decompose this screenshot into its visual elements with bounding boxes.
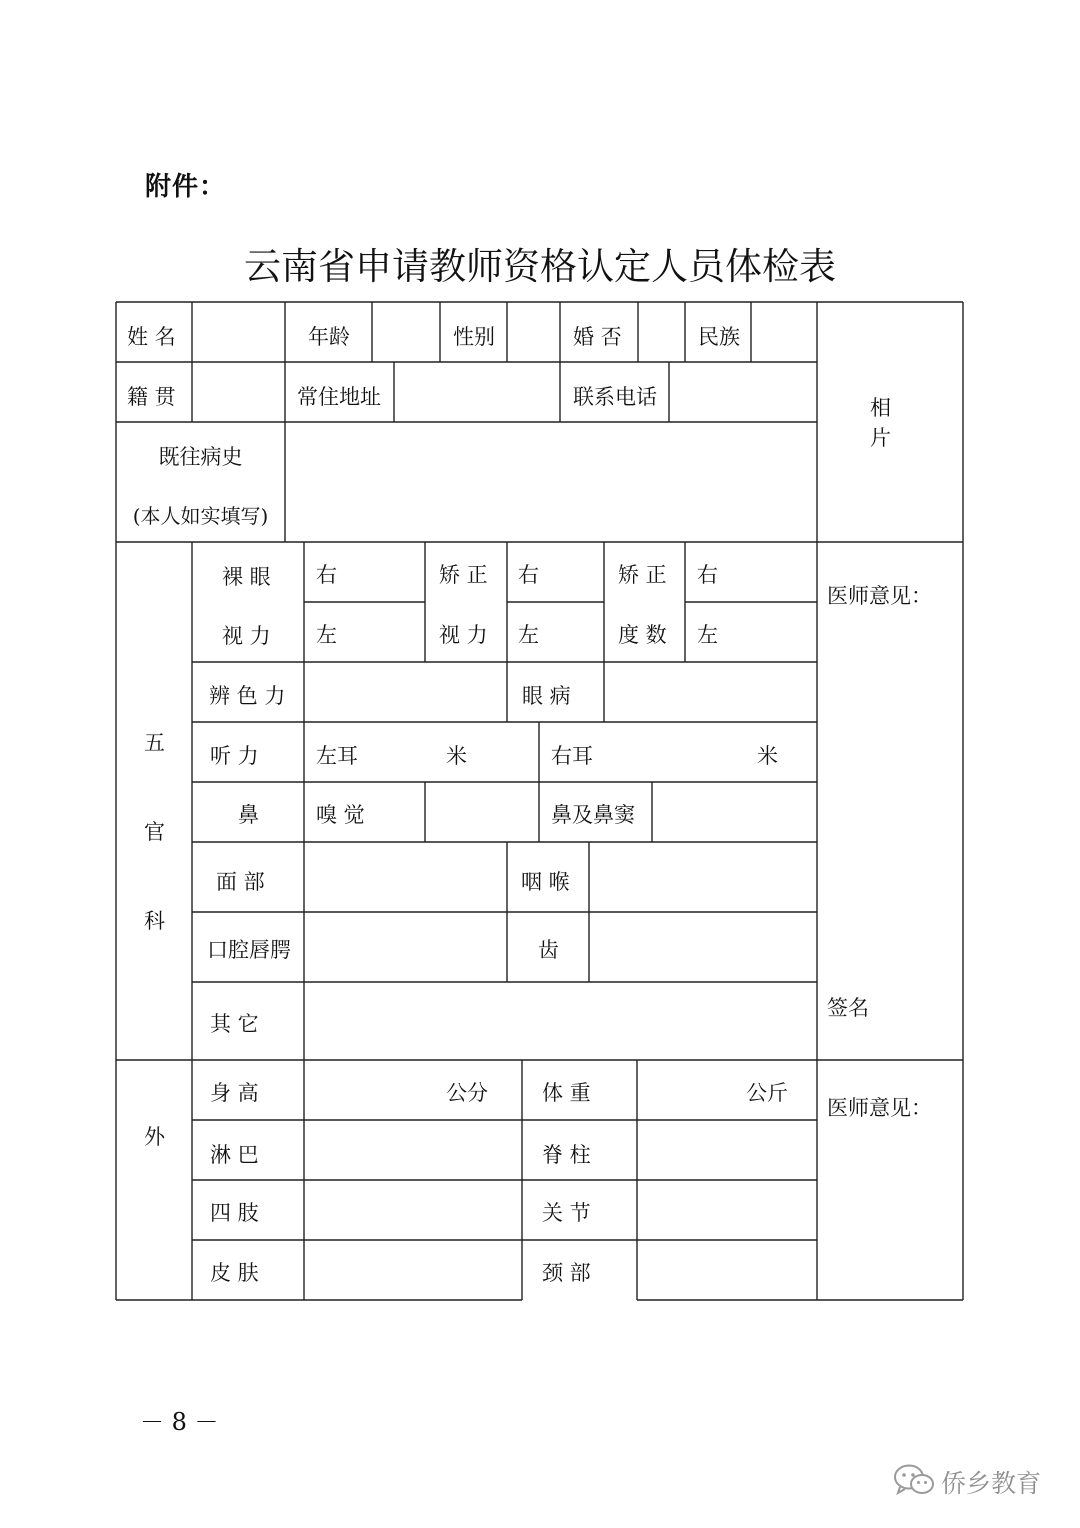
label-smell: 嗅 觉 <box>316 803 365 827</box>
label-name: 姓 名 <box>127 325 176 349</box>
label-limbs: 四 肢 <box>210 1201 259 1225</box>
section-facial-3: 科 <box>144 909 165 933</box>
label-ethnicity: 民族 <box>698 325 740 349</box>
label-signature: 签名 <box>827 996 869 1020</box>
label-address: 常住地址 <box>297 385 381 409</box>
label-nose-sinus: 鼻及鼻窦 <box>551 803 635 827</box>
label-throat: 咽 喉 <box>521 870 570 894</box>
label-corrected: 矫 正 <box>439 563 488 587</box>
label-corrected-2: 矫 正 <box>618 563 667 587</box>
label-neck: 颈 部 <box>542 1261 591 1285</box>
label-spine: 脊 柱 <box>542 1143 591 1167</box>
label-other: 其 它 <box>210 1012 259 1036</box>
label-nose: 鼻 <box>238 803 259 827</box>
label-cm: 公分 <box>446 1081 488 1105</box>
label-hearing: 听 力 <box>210 744 259 768</box>
label-joints: 关 节 <box>542 1201 591 1225</box>
label-right-2: 右 <box>518 563 539 587</box>
section-facial-2: 官 <box>144 820 165 844</box>
label-photo-2: 片 <box>870 426 891 450</box>
label-history: 既往病史 <box>158 445 243 469</box>
label-height: 身 高 <box>210 1081 259 1105</box>
label-phone: 联系电话 <box>573 385 657 409</box>
label-oral: 口腔唇腭 <box>207 938 291 962</box>
label-degree: 度 数 <box>618 623 667 647</box>
label-meter-right: 米 <box>757 744 778 768</box>
label-left-ear: 左耳 <box>316 744 358 768</box>
label-left-2: 左 <box>518 623 539 647</box>
label-lymph: 淋 巴 <box>210 1143 259 1167</box>
label-left-3: 左 <box>697 623 718 647</box>
label-left-1: 左 <box>316 623 337 647</box>
label-doctor-opinion-1: 医师意见： <box>827 584 932 608</box>
label-right-1: 右 <box>316 563 337 587</box>
form-title: 云南省申请教师资格认定人员体检表 <box>244 245 836 288</box>
section-external: 外 <box>144 1125 165 1149</box>
label-color-vision: 辨 色 力 <box>209 684 286 708</box>
section-facial-1: 五 <box>144 731 165 755</box>
label-kg: 公斤 <box>746 1081 788 1105</box>
label-eye-disease: 眼 病 <box>522 684 571 708</box>
label-history-note: (本人如实填写) <box>132 504 269 528</box>
label-right-ear: 右耳 <box>551 744 593 768</box>
label-weight: 体 重 <box>542 1081 591 1105</box>
label-skin: 皮 肤 <box>210 1261 259 1285</box>
label-teeth: 齿 <box>538 938 559 962</box>
label-right-3: 右 <box>697 563 718 587</box>
label-vision: 视 力 <box>222 624 271 648</box>
label-naked-eye: 裸 眼 <box>222 565 271 589</box>
label-doctor-opinion-2: 医师意见： <box>827 1096 932 1120</box>
wechat-icon <box>893 1463 935 1501</box>
label-native-place: 籍 贯 <box>127 385 176 409</box>
label-age: 年龄 <box>308 325 350 349</box>
attachment-label: 附件： <box>145 172 227 202</box>
label-marital: 婚 否 <box>573 325 622 349</box>
label-face: 面 部 <box>216 870 265 894</box>
label-photo-1: 相 <box>870 396 891 420</box>
page-number: － 8 － <box>140 1408 219 1436</box>
label-meter-left: 米 <box>446 744 467 768</box>
watermark-text: 侨乡教育 <box>941 1469 1042 1498</box>
label-vision-2: 视 力 <box>439 623 488 647</box>
watermark <box>893 1462 1041 1502</box>
label-gender: 性别 <box>453 325 495 349</box>
